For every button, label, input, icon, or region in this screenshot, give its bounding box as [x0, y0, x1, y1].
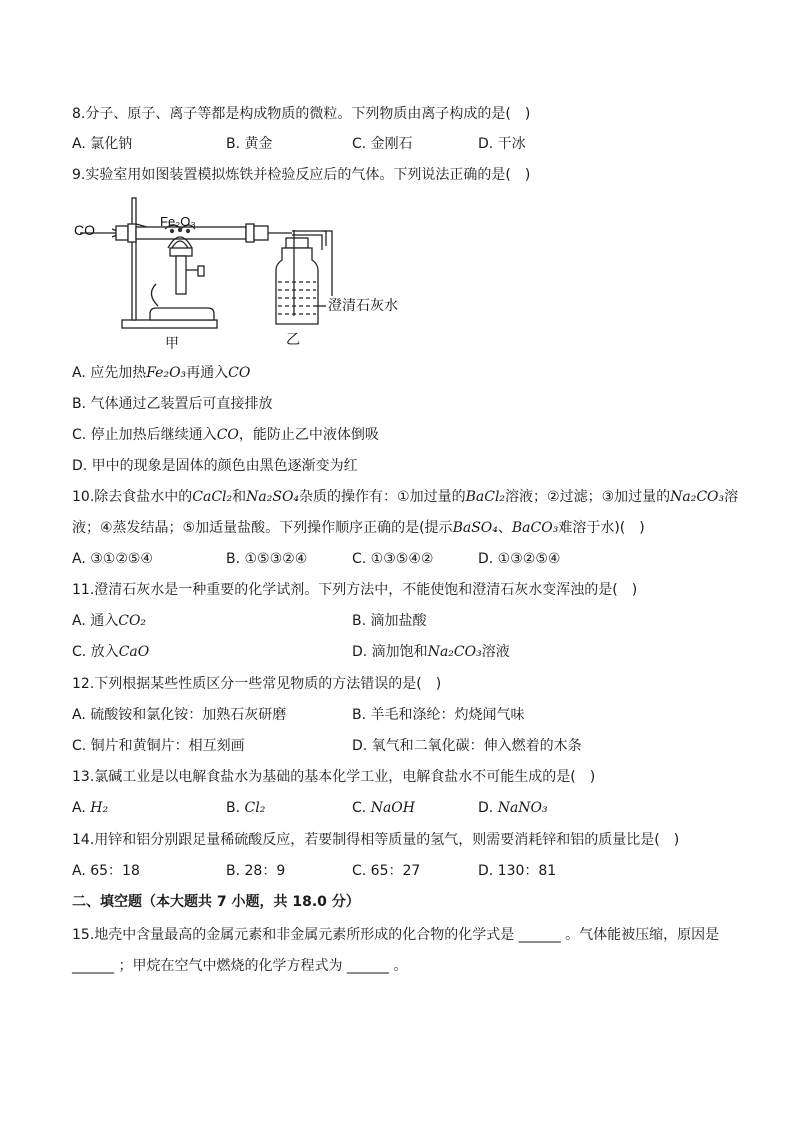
q8-options	[72, 134, 732, 154]
text: C. 放入	[72, 644, 119, 660]
q15-line1: 15.地壳中含量最高的金属元素和非金属元素所形成的化合物的化学式是 ______ 。气体能被压缩，原因是	[72, 927, 720, 943]
q10-option-b: B. ①⑤③②④	[226, 551, 308, 567]
text: A. 通入	[72, 613, 119, 629]
q14-option-b: B. 28：9	[226, 863, 286, 879]
alcohol-burner	[150, 237, 214, 320]
q9-option-a-mid: 再通入	[186, 365, 229, 381]
q11-options-row2	[72, 642, 732, 662]
limewater-label: 澄清石灰水	[328, 298, 398, 314]
limewater-bottle	[276, 230, 326, 324]
q12-option-d: D. 氧气和二氧化碳：伸入燃着的木条	[352, 738, 582, 754]
formula-na2co3: Na₂CO₃	[670, 489, 725, 505]
q8-option-c: C. 金刚石	[352, 136, 413, 152]
text: 和	[232, 489, 247, 505]
formula-co2: CO₂	[118, 613, 147, 629]
formula-bacl2: BaCl₂	[465, 489, 506, 505]
jia-label: 甲	[165, 336, 179, 352]
q12-option-c: C. 铜片和黄铜片：相互刻画	[72, 738, 245, 754]
text: 难溶于水)( )	[558, 520, 645, 536]
q14-stem: 14.用锌和铝分别跟足量稀硫酸反应，若要制得相等质量的氢气，则需要消耗锌和铝的质量比是( )	[72, 832, 680, 848]
q9-option-a	[72, 363, 250, 383]
q9-option-c-post: ，能防止乙中液体倒吸	[238, 427, 379, 443]
q9-option-a-text: A. 应先加热	[72, 365, 147, 381]
q12-stem: 12.下列根据某些性质区分一些常见物质的方法错误的是( )	[72, 676, 442, 692]
q9-option-c	[72, 425, 379, 445]
q13-option-b	[226, 798, 265, 818]
text: 溶	[724, 489, 739, 505]
formula-cao: CaO	[118, 644, 150, 660]
q12-options-row2	[72, 736, 732, 756]
q13-stem: 13.氯碱工业是以电解食盐水为基础的基本化学工业，电解食盐水不可能生成的是( )	[72, 769, 596, 785]
label: C.	[352, 800, 367, 816]
q9-option-c-text: C. 停止加热后继续通入	[72, 427, 217, 443]
section-title-fill-in-blanks: 二、填空题（本大题共 7 小题，共 18.0 分）	[72, 894, 360, 910]
formula-na2so4: Na₂SO₄	[246, 489, 300, 505]
label: A.	[72, 800, 86, 816]
q10-option-d: D. ①③②⑤④	[478, 551, 561, 567]
q8-stem: 8.分子、原子、离子等都是构成物质的微粒。下列物质由离子构成的是( )	[72, 106, 531, 122]
q14-option-d: D. 130：81	[478, 863, 557, 879]
iron-smelting-apparatus-figure	[70, 196, 420, 352]
q10-stem-line1	[72, 487, 738, 507]
q11-options-row1	[72, 611, 732, 631]
q12-option-a: A. 硫酸铵和氯化铵：加熟石灰研磨	[72, 707, 287, 723]
text: 、	[497, 520, 512, 536]
label: B.	[226, 800, 241, 816]
q12-option-b: B. 羊毛和涤纶：灼烧闻气味	[352, 707, 525, 723]
q10-option-c: C. ①③⑤④②	[352, 551, 434, 567]
q15-line2: ______ ；甲烷在空气中燃烧的化学方程式为 ______ 。	[72, 958, 408, 974]
formula-baco3: BaCO₃	[511, 520, 559, 536]
q9-option-d: D. 甲中的现象是固体的颜色由黑色逐渐变为红	[72, 458, 358, 474]
q8-option-a: A. 氯化钠	[72, 136, 133, 152]
q13-option-a	[72, 798, 108, 818]
q8-option-b: B. 黄金	[226, 136, 273, 152]
formula-nano3: NaNO₃	[497, 800, 548, 816]
formula-co: CO	[216, 427, 239, 443]
q10-stem-line2	[72, 518, 645, 538]
q13-option-c	[352, 798, 415, 818]
co-label: CO	[74, 222, 95, 238]
formula-h2: H₂	[90, 800, 109, 816]
q8-option-d: D. 干冰	[478, 136, 526, 152]
text: 液；④蒸发结晶；⑤加适量盐酸。下列操作顺序正确的是(提示	[72, 520, 453, 536]
q11-option-b: B. 滴加盐酸	[352, 613, 427, 629]
text: 10.除去食盐水中的	[72, 489, 193, 505]
q14-option-c: C. 65：27	[352, 863, 421, 879]
q11-option-c	[72, 642, 149, 662]
q13-options	[72, 798, 732, 818]
formula-na2co3: Na₂CO₃	[427, 644, 482, 660]
q11-option-d	[352, 642, 510, 662]
text: 杂质的操作有：①加过量的	[299, 489, 466, 505]
q13-option-d	[478, 798, 548, 818]
q11-option-a	[72, 611, 146, 631]
formula-baso4: BaSO₄	[452, 520, 498, 536]
text: 溶液；②过滤；③加过量的	[505, 489, 671, 505]
formula-cl2: Cl₂	[244, 800, 266, 816]
label: D.	[478, 800, 494, 816]
text: D. 滴加饱和	[352, 644, 428, 660]
q10-options	[72, 549, 732, 569]
q9-stem: 9.实验室用如图装置模拟炼铁并检验反应后的气体。下列说法正确的是( )	[72, 167, 531, 183]
q11-stem: 11.澄清石灰水是一种重要的化学试剂。下列方法中，不能使饱和澄清石灰水变浑浊的是( )	[72, 582, 638, 598]
q10-option-a: A. ③①②⑤④	[72, 551, 153, 567]
formula-co: CO	[228, 365, 251, 381]
q12-options-row1	[72, 705, 732, 725]
formula-naoh: NaOH	[370, 800, 415, 816]
q9-option-b: B. 气体通过乙装置后可直接排放	[72, 396, 273, 412]
q14-options	[72, 861, 732, 881]
fe2o3-label: Fe₂O₃	[160, 214, 196, 229]
formula-cacl2: CaCl₂	[192, 489, 233, 505]
q14-option-a: A. 65：18	[72, 863, 140, 879]
text: 溶液	[481, 644, 510, 660]
formula-fe2o3: Fe₂O₃	[146, 365, 187, 381]
yi-label: 乙	[286, 332, 300, 348]
